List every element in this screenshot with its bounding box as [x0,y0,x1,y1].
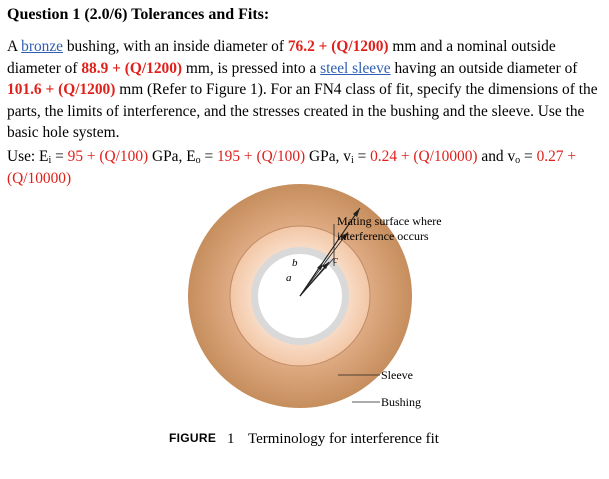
bronze-link[interactable]: bronze [21,38,63,55]
figure-caption-word: FIGURE [169,431,217,445]
sleeve-label: Sleeve [381,368,413,382]
problem-statement: A bronze bushing, with an inside diameter of 76.2 + (Q/1200) mm and a nominal outside diameter of 88.9 + (Q/1200) mm, is pressed into a steel sleeve having an outside diameter of 101.6 + (Q/1200) mm (Refer to Figure 1). For an FN4 class of fit, specify the dimensions of the parts, the limits of interference, and the stresses created in the bushing and the sleeve. Use the basic hole system. [7,38,598,141]
figure-caption-number: 1 [227,431,235,447]
mating-label-line1: Mating surface where [337,214,442,228]
steel-sleeve-link[interactable]: steel sleeve [320,59,391,77]
mating-label-line2: interference occurs [337,229,429,243]
inside-diameter-value: 76.2 + (Q/1200) [287,38,389,55]
label-c: c [333,254,338,266]
eo-value: 195 + (Q/100) [216,148,306,165]
sleeve-diameter-value: 101.6 + (Q/1200) [7,81,116,98]
vo-value: 0.27 + (Q/10000) [7,148,577,187]
bushing-label: Bushing [381,395,422,409]
label-a: a [286,272,292,284]
question-title: Question 1 (2.0/6) Tolerances and Fits: [7,6,270,23]
use-constants: Use: $E_i = 95 + (Q/100)$ GPa, $E_o = 195 + (Q/100)$ GPa, $v_i = 0.24 + (Q/10000)$ and $v_o = 0.27 + (Q/10000)$ [7,148,577,187]
figure-caption-text: Terminology for interference fit [248,431,439,447]
label-b: b [292,257,298,269]
ei-value: 95 + (Q/100) [67,148,149,165]
vi-value: 0.24 + (Q/10000) [370,148,478,165]
ring-diagram [188,184,442,409]
outside-diameter-value: 88.9 + (Q/1200) [81,59,183,77]
